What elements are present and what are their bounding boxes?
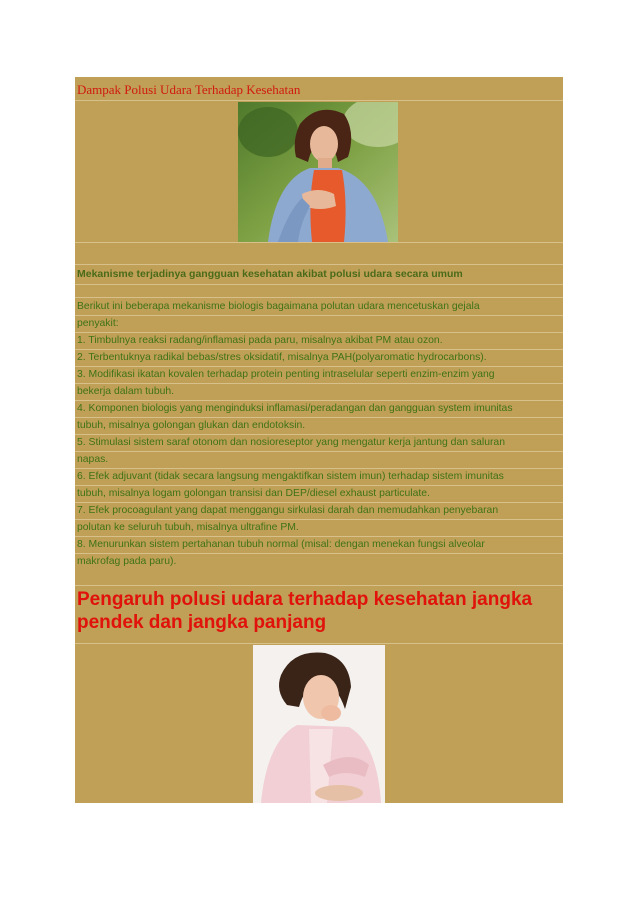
list-line: 5. Stimulasi sistem saraf otonom dan nosioreseptor yang mengatur kerja jantung dan saluran [77,437,505,448]
divider [75,451,563,452]
divider [75,264,563,265]
divider [75,315,563,316]
divider [75,242,563,243]
divider [75,417,563,418]
document-title: Dampak Polusi Udara Terhadap Kesehatan [77,82,301,97]
list-line: bekerja dalam tubuh. [77,386,175,397]
list-line: makrofag pada paru). [77,556,177,567]
list-line: 3. Modifikasi ikatan kovalen terhadap protein penting intraselular seperti enzim-enzim yang [77,369,495,380]
woman-chest-pain-photo [238,102,398,242]
divider [75,434,563,435]
list-line: 6. Efek adjuvant (tidak secara langsung mengaktifkan sistem imun) terhadap sistem imunitas [77,471,504,482]
list-line: tubuh, misalnya logam golongan transisi dan DEP/diesel exhaust particulate. [77,488,430,499]
section-heading: Pengaruh polusi udara terhadap kesehatan jangka pendek dan jangka panjang [77,589,533,633]
woman-coughing-photo [253,645,385,803]
intro-line: Berikut ini beberapa mekanisme biologis bagaimana polutan udara mencetuskan gejala [77,301,480,312]
divider [75,332,563,333]
divider [75,485,563,486]
divider [75,383,563,384]
divider [75,502,563,503]
document-panel [75,77,563,803]
list-line: 8. Menurunkan sistem pertahanan tubuh normal (misal: dengan menekan fungsi alveolar [77,539,485,550]
list-line: tubuh, misalnya golongan glukan dan endotoksin. [77,420,306,431]
list-line: 1. Timbulnya reaksi radang/inflamasi pada paru, misalnya akibat PM atau ozon. [77,335,443,346]
divider [75,553,563,554]
divider [75,349,563,350]
divider [75,585,563,586]
divider [75,643,563,644]
divider [75,400,563,401]
section-subheading: Mekanisme terjadinya gangguan kesehatan akibat polusi udara secara umum [77,268,463,280]
list-line: napas. [77,454,109,465]
divider [75,366,563,367]
intro-line: penyakit: [77,318,119,329]
list-line: polutan ke seluruh tubuh, misalnya ultrafine PM. [77,522,299,533]
divider [75,100,563,101]
divider [75,536,563,537]
divider [75,284,563,285]
divider [75,519,563,520]
list-line: 4. Komponen biologis yang menginduksi inflamasi/peradangan dan gangguan system imunitas [77,403,513,414]
list-line: 7. Efek procoagulant yang dapat menggangu sirkulasi darah dan memudahkan penyebaran [77,505,499,516]
list-line: 2. Terbentuknya radikal bebas/stres oksidatif, misalnya PAH(polyaromatic hydrocarbons). [77,352,487,363]
divider [75,468,563,469]
